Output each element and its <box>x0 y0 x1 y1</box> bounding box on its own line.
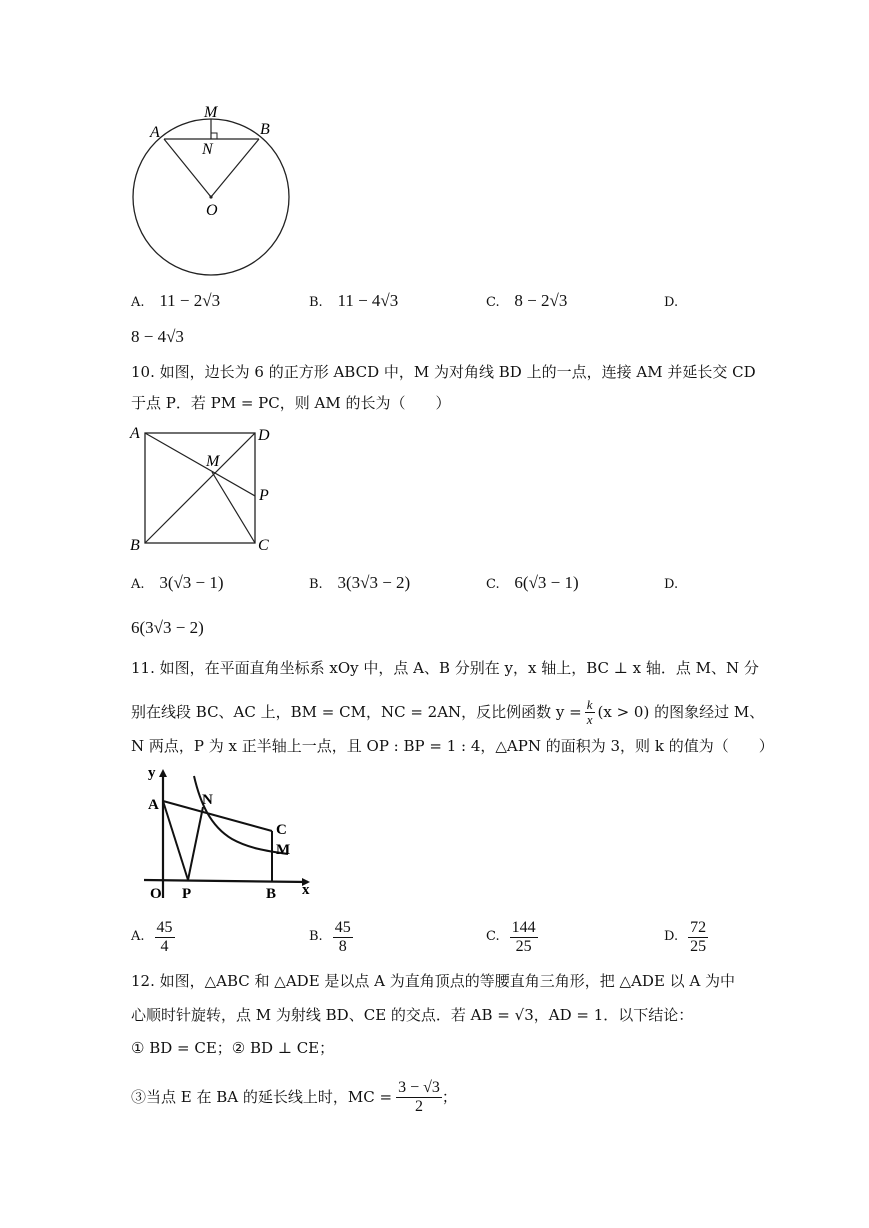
option-label: D. <box>664 577 679 592</box>
q10-option-c <box>486 572 579 596</box>
figure-square-q10 <box>128 422 288 554</box>
figure-circle-q9 <box>128 100 298 285</box>
option-label: B. <box>309 577 323 592</box>
fraction-denominator: 4 <box>160 937 169 955</box>
q11-line2-text-a: 别在线段 BC、AC 上，BM = CM，NC = 2AN，反比例函数 y = <box>131 703 582 721</box>
option-fraction <box>333 919 353 956</box>
label-n: N <box>202 792 213 808</box>
center-dot <box>209 195 212 198</box>
option-label: D. <box>664 929 679 944</box>
fraction-denominator: 25 <box>515 937 532 955</box>
fraction-numerator: k <box>586 696 593 712</box>
label-p: P <box>182 886 192 902</box>
q9-option-b <box>309 290 398 314</box>
option-label: A. <box>131 295 145 310</box>
label-b: B <box>266 886 277 902</box>
fraction-denominator: 25 <box>690 937 707 955</box>
label-o: O <box>150 886 162 902</box>
option-label: B. <box>309 295 323 310</box>
fraction-numerator: 3 − √3 <box>398 1078 440 1096</box>
option-value: 11 − 2√3 <box>159 291 221 310</box>
q11-stem-line1: 11. 如图，在平面直角坐标系 xOy 中，点 A、B 分别在 y，x 轴上，BC ⊥ x 轴．点 M、N 分 <box>131 659 759 677</box>
label-m: M <box>276 842 291 858</box>
option-label: C. <box>486 929 500 944</box>
fraction-denominator: 8 <box>338 937 347 955</box>
segment-ap <box>145 433 255 496</box>
segment-mc <box>212 472 255 543</box>
option-value: 11 − 4√3 <box>337 291 399 310</box>
segment-pn <box>188 807 203 880</box>
q10-option-d-value <box>131 617 204 639</box>
q12-fraction-mc <box>396 1079 442 1116</box>
label-m: M <box>206 453 220 470</box>
option-label: C. <box>486 295 500 310</box>
q11-option-c <box>486 914 538 960</box>
option-label: A. <box>131 929 145 944</box>
option-value: 6(3√3 − 2) <box>131 618 204 637</box>
q11-line2-text-b: (x > 0) 的图象经过 M、 <box>597 703 765 721</box>
q10-option-b <box>309 572 410 596</box>
label-d: D <box>258 427 270 444</box>
option-value: 8 − 4√3 <box>131 327 184 346</box>
option-fraction <box>155 919 175 956</box>
q12-line4-text-b: ； <box>441 1088 457 1106</box>
q11-option-d <box>664 914 708 960</box>
label-y: y <box>148 765 156 781</box>
q11-fraction-k-over-x <box>585 698 595 727</box>
label-c: C <box>258 537 269 554</box>
option-label: C. <box>486 577 500 592</box>
option-label: B. <box>309 929 323 944</box>
option-value: 6(√3 − 1) <box>514 573 579 592</box>
label-p: P <box>259 487 269 504</box>
option-value: 3(√3 − 1) <box>159 573 224 592</box>
q10-option-a <box>131 572 224 596</box>
segment-ap <box>163 801 188 880</box>
q12-conclusion-1-2: ① BD = CE；② BD ⊥ CE； <box>131 1039 335 1057</box>
fraction-denominator: x <box>586 711 593 727</box>
q10-stem-line2: 于点 P．若 PM = PC，则 AM 的长为（ ） <box>131 394 451 412</box>
q12-stem-line1: 12. 如图，△ABC 和 △ADE 是以点 A 为直角顶点的等腰直角三角形，把 △ADE 以 A 为中 <box>131 972 736 990</box>
q10-stem-line1: 10. 如图，边长为 6 的正方形 ABCD 中，M 为对角线 BD 上的一点，连接 AM 并延长交 CD <box>131 363 756 381</box>
option-label: A. <box>131 577 145 592</box>
option-value: 3(3√3 − 2) <box>337 573 411 592</box>
figure-coordinate-q11 <box>136 764 326 906</box>
fraction-numerator: 72 <box>690 918 707 936</box>
label-c: C <box>276 822 287 838</box>
q12-line4-text-a: ③当点 E 在 BA 的延长线上时，MC = <box>131 1088 393 1106</box>
label-a: A <box>130 425 140 442</box>
q9-option-d-label <box>664 290 678 314</box>
q10-option-d-label <box>664 572 678 596</box>
q12-conclusion-3 <box>131 1074 457 1120</box>
label-a: A <box>148 797 159 813</box>
label-b: B <box>130 537 140 554</box>
label-x: x <box>302 882 310 898</box>
option-value: 8 − 2√3 <box>514 291 568 310</box>
q11-option-b <box>309 914 353 960</box>
q11-option-a <box>131 914 175 960</box>
option-fraction <box>688 919 708 956</box>
option-label: D. <box>664 295 679 310</box>
fraction-numerator: 45 <box>156 918 173 936</box>
segment-bo <box>211 139 259 197</box>
diagonal-bd <box>145 433 255 543</box>
q9-option-d-value <box>131 326 184 348</box>
q9-option-a <box>131 290 220 314</box>
x-axis <box>144 880 308 882</box>
label-a: A <box>150 124 160 141</box>
label-m: M <box>204 104 218 121</box>
option-fraction <box>510 919 538 956</box>
fraction-numerator: 45 <box>334 918 351 936</box>
hyperbola-curve <box>194 776 288 854</box>
right-angle-mark <box>211 133 217 139</box>
q9-option-c <box>486 290 567 314</box>
q11-stem-line2 <box>131 694 764 730</box>
q12-stem-line2: 心顺时针旋转，点 M 为射线 BD、CE 的交点．若 AB = √3，AD = 1．以下结论： <box>131 1006 694 1024</box>
fraction-numerator: 144 <box>511 918 536 936</box>
y-axis-arrow-icon <box>159 769 167 777</box>
label-o: O <box>206 202 218 219</box>
q11-stem-line3: N 两点，P 为 x 正半轴上一点，且 OP : BP = 1 : 4，△APN 的面积为 3，则 k 的值为（ ） <box>131 737 774 755</box>
fraction-denominator: 2 <box>414 1097 423 1115</box>
label-b: B <box>260 121 270 138</box>
label-n: N <box>202 141 213 158</box>
